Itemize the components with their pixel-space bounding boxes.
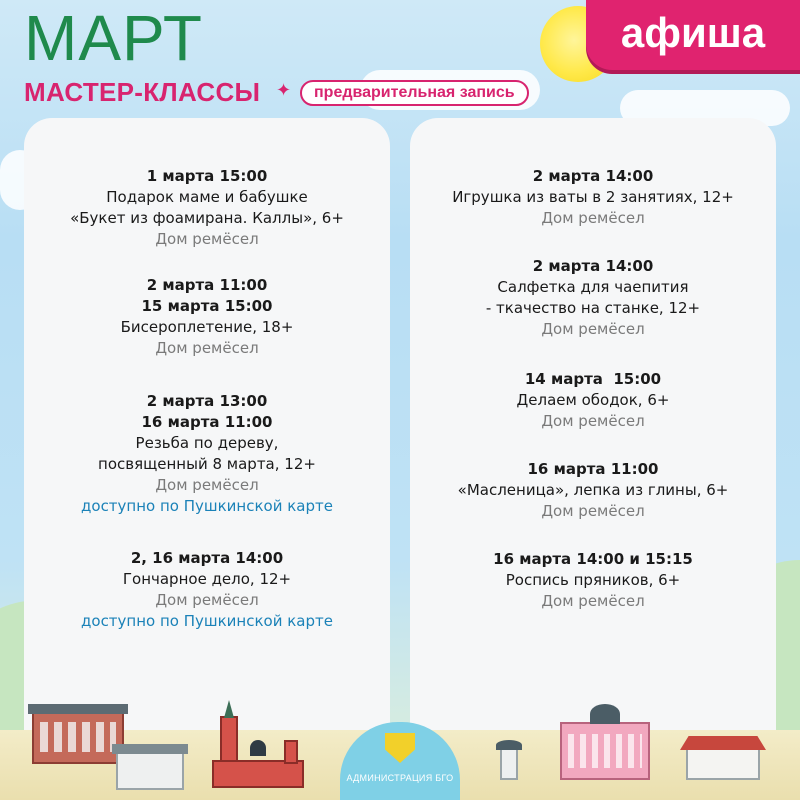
event-description: Резьба по дереву, <box>135 434 279 452</box>
registration-badge: предварительная запись <box>300 80 529 106</box>
afisha-badge: афиша <box>586 0 800 70</box>
event-date: 2 марта 11:00 <box>146 276 268 294</box>
event-description: Подарок маме и бабушке <box>106 188 308 206</box>
gazebo-roof <box>496 740 522 750</box>
gazebo-illustration <box>500 748 518 780</box>
building-roof <box>112 744 188 754</box>
event-date: 14 марта 15:00 <box>524 370 662 388</box>
event-date: 16 марта 14:00 и 15:15 <box>493 550 693 568</box>
event-date: 15 марта 15:00 <box>141 297 273 315</box>
event-item <box>410 459 776 522</box>
pushkin-card-note: доступно по Пушкинской карте <box>81 497 333 515</box>
event-date: 2 марта 13:00 <box>146 392 268 410</box>
house-roof <box>680 736 766 750</box>
building-roof <box>28 704 128 714</box>
event-date: 1 марта 15:00 <box>146 167 268 185</box>
theatre-windows <box>568 734 642 768</box>
event-item <box>24 391 390 517</box>
month-title: МАРТ <box>24 2 203 74</box>
event-description: «Букет из фоамирана. Каллы», 6+ <box>70 209 344 227</box>
event-item <box>24 166 390 250</box>
theatre-dome <box>590 704 620 724</box>
event-date: 2 марта 14:00 <box>532 257 654 275</box>
events-card-left <box>24 118 390 758</box>
church-illustration <box>212 760 304 788</box>
event-item <box>410 549 776 612</box>
event-description: Роспись пряников, 6+ <box>505 571 681 589</box>
event-venue: Дом ремёсел <box>155 339 259 357</box>
event-venue: Дом ремёсел <box>541 412 645 430</box>
event-date: 2, 16 марта 14:00 <box>130 549 284 567</box>
event-venue: Дом ремёсел <box>541 502 645 520</box>
event-date: 2 марта 14:00 <box>532 167 654 185</box>
event-item <box>410 369 776 432</box>
event-venue: Дом ремёсел <box>541 592 645 610</box>
event-item <box>410 166 776 229</box>
event-description: «Масленица», лепка из глины, 6+ <box>457 481 729 499</box>
event-description: Делаем ободок, 6+ <box>516 391 670 409</box>
event-item <box>24 548 390 632</box>
church-tower <box>284 740 298 764</box>
event-venue: Дом ремёсел <box>541 320 645 338</box>
house-illustration <box>686 748 760 780</box>
event-description: Бисероплетение, 18+ <box>120 318 294 336</box>
event-date: 16 марта 11:00 <box>527 460 659 478</box>
section-title: МАСТЕР-КЛАССЫ <box>24 77 261 107</box>
event-description: посвященный 8 марта, 12+ <box>98 455 316 473</box>
event-venue: Дом ремёсел <box>155 476 259 494</box>
pushkin-card-note: доступно по Пушкинской карте <box>81 612 333 630</box>
event-venue: Дом ремёсел <box>155 591 259 609</box>
event-description: Гончарное дело, 12+ <box>122 570 292 588</box>
admin-label: АДМИНИСТРАЦИЯ БГО <box>346 773 454 783</box>
building-illustration <box>116 752 184 790</box>
event-venue: Дом ремёсел <box>541 209 645 227</box>
event-item <box>410 256 776 340</box>
event-item <box>24 275 390 359</box>
event-description: Игрушка из ваты в 2 занятиях, 12+ <box>452 188 734 206</box>
event-description: Салфетка для чаепития <box>497 278 689 296</box>
sparkle-icon: ✦ <box>276 80 292 101</box>
event-date: 16 марта 11:00 <box>141 413 273 431</box>
events-card-right <box>410 118 776 768</box>
dome <box>250 740 266 756</box>
building-windows <box>40 722 116 752</box>
event-venue: Дом ремёсел <box>155 230 259 248</box>
event-description: - ткачество на станке, 12+ <box>485 299 701 317</box>
